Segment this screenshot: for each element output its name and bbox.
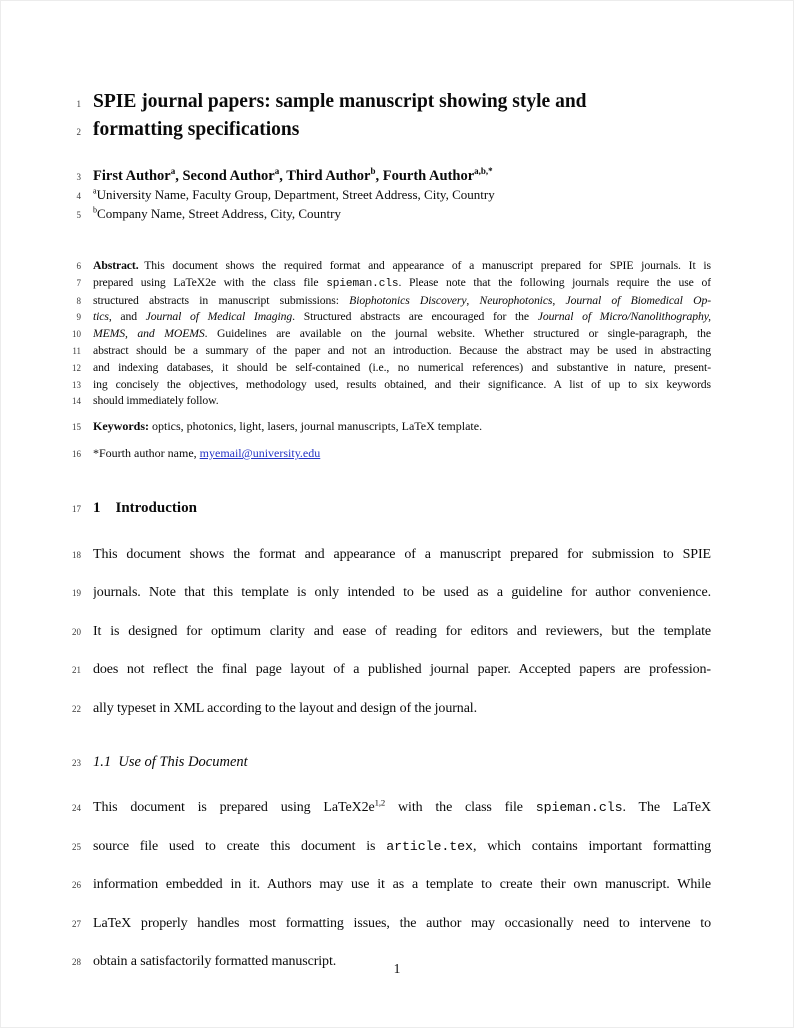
document-line bbox=[1, 117, 793, 145]
text: First Author bbox=[93, 168, 171, 184]
document-line bbox=[1, 613, 793, 652]
text: . Guidelines are available on the journal website. Whether structured or single-paragraph, the bbox=[204, 327, 711, 341]
block-section-introduction bbox=[1, 497, 793, 520]
line-number: 1 bbox=[76, 99, 81, 109]
line-number: 21 bbox=[72, 665, 81, 676]
text-i: MEMS, and MOEMS bbox=[93, 327, 205, 341]
block-authors bbox=[1, 167, 793, 186]
line-number: 6 bbox=[76, 261, 81, 271]
text: structured abstracts in manuscript submissions: bbox=[93, 293, 350, 307]
line-content bbox=[93, 326, 711, 342]
line-content bbox=[93, 117, 711, 143]
document-line bbox=[1, 393, 793, 410]
line-content bbox=[93, 186, 711, 203]
text: This document shows the format and appearance of a manuscript prepared for submission to SPIE bbox=[93, 546, 711, 562]
text: does not reflect the final page layout of a published journal paper. Accepted papers are profession- bbox=[93, 662, 711, 678]
line-number: 2 bbox=[76, 127, 81, 137]
text: , bbox=[466, 293, 480, 307]
line-content bbox=[93, 828, 711, 866]
line-number: 7 bbox=[76, 277, 81, 288]
document-line bbox=[1, 752, 793, 773]
line-content bbox=[93, 536, 711, 574]
text: , bbox=[375, 168, 383, 184]
document-line bbox=[1, 377, 793, 394]
text: abstract should be a summary of the paper and not an introduction. Because the abstract may be used in abstracting bbox=[93, 343, 711, 357]
document-line bbox=[1, 275, 793, 293]
email-link[interactable]: myemail@university.edu bbox=[199, 445, 321, 460]
line-number: 10 bbox=[72, 329, 81, 340]
line-content bbox=[93, 651, 711, 689]
line-number: 17 bbox=[72, 503, 81, 514]
line-number: 18 bbox=[72, 549, 81, 560]
line-number: 28 bbox=[72, 957, 81, 968]
document-line bbox=[1, 89, 793, 117]
line-content bbox=[93, 690, 711, 728]
block-affiliations bbox=[1, 186, 793, 224]
line-number: 5 bbox=[76, 210, 81, 220]
text: *Fourth author name, bbox=[93, 445, 200, 460]
text: Company Name, Street Address, City, Country bbox=[97, 206, 341, 221]
document-line bbox=[1, 446, 793, 463]
text: information embedded in it. Authors may use it as a template to create their own manuscript. While bbox=[93, 877, 711, 893]
document-line bbox=[1, 258, 793, 275]
text-i: Journal of Medical Imaging bbox=[145, 310, 293, 324]
text: , bbox=[552, 293, 566, 307]
text-i: Neurophotonics bbox=[479, 293, 553, 307]
text: LaTeX properly handles most formatting issues, the author may occasionally need to intervene to bbox=[93, 915, 711, 931]
document-line bbox=[1, 343, 793, 360]
text: prepared using LaTeX2e with the class file bbox=[93, 275, 327, 289]
text: Second Author bbox=[182, 168, 275, 184]
line-number: 15 bbox=[72, 422, 81, 433]
text-sup: a,b,* bbox=[474, 167, 493, 177]
text-sup: a bbox=[170, 167, 176, 177]
line-content bbox=[93, 393, 711, 409]
text-sup: a bbox=[274, 167, 280, 177]
text: , and bbox=[108, 310, 146, 324]
document-line bbox=[1, 309, 793, 326]
text: 1 Introduction bbox=[93, 499, 197, 516]
line-number: 8 bbox=[76, 295, 81, 306]
line-number: 20 bbox=[72, 626, 81, 637]
document-line bbox=[1, 789, 793, 828]
line-content bbox=[93, 497, 711, 519]
block-abstract bbox=[1, 258, 793, 410]
line-number: 26 bbox=[72, 880, 81, 891]
text: and indexing databases, it should be self-contained (i.e., no numerical references) and substantive in nature, present- bbox=[93, 360, 711, 374]
line-content bbox=[93, 446, 711, 462]
line-content bbox=[93, 574, 711, 612]
text-b: Abstract. bbox=[93, 259, 139, 272]
line-content bbox=[93, 258, 711, 274]
text-sup: b bbox=[370, 167, 376, 177]
block-keywords bbox=[1, 419, 793, 436]
text: It is designed for optimum clarity and ease of reading for editors and reviewers, but the template bbox=[93, 623, 711, 639]
line-content bbox=[93, 752, 711, 772]
line-number: 12 bbox=[72, 362, 81, 373]
line-number: 25 bbox=[72, 841, 81, 852]
document-line bbox=[1, 905, 793, 944]
line-content bbox=[93, 360, 711, 376]
document-line bbox=[1, 419, 793, 436]
text: . Structured abstracts are encouraged for the bbox=[292, 310, 538, 324]
block-paragraph-introduction bbox=[1, 536, 793, 729]
block-paper-title bbox=[1, 89, 793, 145]
text-i: Journal of Micro/Nanolithography, bbox=[537, 310, 711, 324]
text-i: Biophotonics Discovery bbox=[349, 293, 467, 307]
document-line bbox=[1, 690, 793, 729]
document-line bbox=[1, 497, 793, 520]
line-number: 24 bbox=[72, 803, 81, 814]
text: source file used to create this document is bbox=[93, 838, 387, 854]
text: with the class file bbox=[385, 800, 536, 816]
page-number: 1 bbox=[393, 961, 401, 976]
line-number: 23 bbox=[72, 758, 81, 769]
line-content bbox=[93, 377, 711, 393]
line-number: 22 bbox=[72, 703, 81, 714]
text: ing concisely the objectives, methodology used, results obtained, and their significance. A list of up to six keywords bbox=[93, 377, 711, 391]
line-content bbox=[93, 343, 711, 359]
text-sup: b bbox=[93, 205, 98, 215]
document-line bbox=[1, 326, 793, 343]
document-line bbox=[1, 536, 793, 575]
text: University Name, Faculty Group, Department, Street Address, City, Country bbox=[96, 187, 495, 202]
line-content bbox=[93, 789, 711, 827]
text: Fourth Author bbox=[382, 168, 475, 184]
text-i: Journal of Biomedical Op- bbox=[565, 293, 711, 307]
document-line bbox=[1, 360, 793, 377]
line-number: 19 bbox=[72, 588, 81, 599]
document-line bbox=[1, 205, 793, 224]
document-line bbox=[1, 651, 793, 690]
line-number: 27 bbox=[72, 918, 81, 929]
block-corresponding-author-note bbox=[1, 446, 793, 463]
line-number: 14 bbox=[72, 396, 81, 407]
text-b: Keywords: bbox=[93, 419, 149, 434]
line-content bbox=[93, 419, 711, 435]
document-line bbox=[1, 167, 793, 186]
text: This document is prepared using LaTeX2e bbox=[93, 800, 375, 816]
line-content bbox=[93, 613, 711, 651]
block-subsection-use-of-this-document bbox=[1, 752, 793, 773]
text-m: spieman.cls bbox=[326, 277, 399, 290]
manuscript-lines bbox=[1, 1, 793, 982]
line-content bbox=[93, 309, 711, 325]
line-number: 9 bbox=[76, 312, 81, 323]
text-m: spieman.cls bbox=[535, 800, 623, 816]
text-m: article.tex bbox=[386, 838, 473, 854]
text-i: tics bbox=[93, 310, 109, 324]
document-line bbox=[1, 574, 793, 613]
line-number: 16 bbox=[72, 448, 81, 459]
line-content bbox=[93, 905, 711, 943]
text: ally typeset in XML according to the layout and design of the journal. bbox=[93, 700, 477, 716]
text: journals. Note that this template is only intended to be used as a guideline for author convenience. bbox=[93, 585, 711, 601]
text: formatting specifications bbox=[93, 119, 300, 140]
block-paragraph-use-of-document bbox=[1, 789, 793, 982]
text: Third Author bbox=[286, 168, 371, 184]
document-line bbox=[1, 866, 793, 905]
line-content bbox=[93, 866, 711, 904]
line-number: 4 bbox=[76, 191, 81, 201]
line-content bbox=[93, 89, 711, 115]
text: 1.1 Use of This Document bbox=[93, 754, 248, 771]
text: . Please note that the following journals require the use of bbox=[398, 275, 711, 289]
line-number: 11 bbox=[72, 345, 81, 356]
text-sup: a bbox=[93, 186, 97, 196]
text: , bbox=[175, 168, 183, 184]
text: This document shows the required format and appearance of a manuscript prepared for SPIE journals. It is bbox=[138, 259, 711, 272]
document-line bbox=[1, 828, 793, 867]
line-content bbox=[93, 293, 711, 309]
text: , bbox=[279, 168, 287, 184]
line-content bbox=[93, 167, 711, 185]
text: obtain a satisfactorily formatted manuscript. bbox=[93, 954, 337, 970]
text-sup: 1,2 bbox=[374, 797, 386, 808]
document-line bbox=[1, 186, 793, 205]
text: optics, photonics, light, lasers, journal manuscripts, LaTeX template. bbox=[149, 419, 483, 434]
document-line bbox=[1, 293, 793, 310]
line-content bbox=[93, 205, 711, 222]
text: , which contains important formatting bbox=[472, 838, 711, 854]
line-content bbox=[93, 275, 711, 293]
line-number: 3 bbox=[76, 172, 81, 182]
text: should immediately follow. bbox=[93, 394, 219, 408]
text: . The LaTeX bbox=[622, 800, 711, 816]
line-number: 13 bbox=[72, 379, 81, 390]
text: SPIE journal papers: sample manuscript showing style and bbox=[93, 91, 587, 112]
